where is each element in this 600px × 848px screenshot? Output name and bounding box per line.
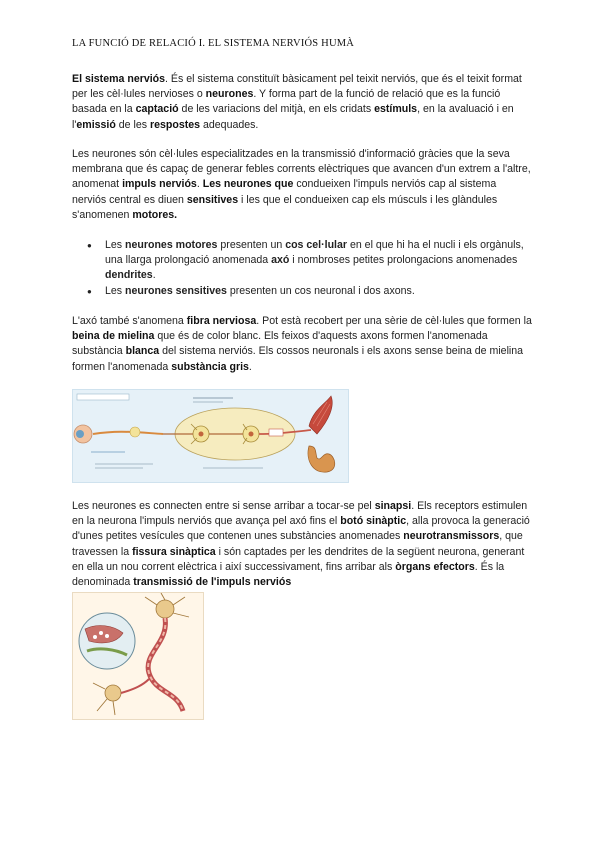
synapse-figure [72,592,204,720]
eye-receptor-icon [74,425,92,443]
term-motores: motores. [132,208,178,221]
term-impuls-nervios: impuls nerviós [122,178,197,191]
paragraph-axo: L'axó també s'anomena fibra nerviosa. Pot està recobert per una sèrie de cèl·lules que formen la beina de mielina que és de color blanc. Els feixos d'aquests axons formen l'anomenada substància blanca del sistema nerviós. Els cossos neuronals i els axons sense beina de mielina formen l'anomenada substància gris. [72,315,532,373]
term-sistema-nervios: El sistema nerviós [72,73,166,85]
page-title: LA FUNCIÓ DE RELACIÓ I. EL SISTEMA NERVIÓS HUMÀ [72,38,355,49]
term-sensitives: sensitives [186,193,239,206]
term-neurones: neurones [205,88,254,101]
synapse-icon [73,593,203,719]
nerve-pathway-illustration [73,390,348,482]
term-captacio: captació [135,103,179,116]
paragraph-neurones: Les neurones són cèl·lules especialitzades en la transmissió d'informació gràcies que la seva membrana que és capaç de generar febles corrents elèctriques que avancen d'un extrem a l'altre, anomenat impuls nerviós. Les neurones que condueixen l'impuls nerviós cap al sistema nerviós central es diuen sensitives i les que el condueixen cap els músculs i les glàndules s'anomenen motores. [72,148,531,221]
term-emissio: emissió [76,118,116,131]
list-item: ● Les neurones sensitives presenten un cos neuronal i dos axons. [72,284,532,299]
paragraph-sistema-nervios: El sistema nerviós. És el sistema constituït bàsicament pel teixit nerviós, que és el teixit format per les cèl·lules nervioses o neurones. Y forma part de la funció de relació que es la funció basada en la captació de les variacions del mitjà, en els cridats estímuls, en la avaluació i en l'emissió de les respostes adequades. [72,73,522,131]
neuron-types-list [72,238,532,299]
term-estimuls: estímuls [374,103,418,116]
list-item: ● Les neurones motores presenten un cos cel·lular en el que hi ha el nucli i els orgànuls, una llarga prolongació anomenada axó i nombroses petites prolongacions anomenades dendrites. [72,238,532,284]
paragraph-sinapsi: Les neurones es connecten entre si sense arribar a tocar-se pel sinapsi. Els receptors estimulen en la neurona l'impuls nerviós que avança pel axó fins el botó sinàptic, alla provoca la generació d'unes petites vesícules que contenen unes substàncies anomenades neurotransmissors, que travessen la fissura sinàptica i són captades per les dendrites de la següent neurona, generant en ella un nou corrent elèctrica i així successivament, fins arribar als òrgans efectors. És la denominada transmissió de l'impuls nerviós [72,500,530,589]
term-respostes: respostes [150,118,201,131]
nerve-pathway-figure [72,389,349,483]
